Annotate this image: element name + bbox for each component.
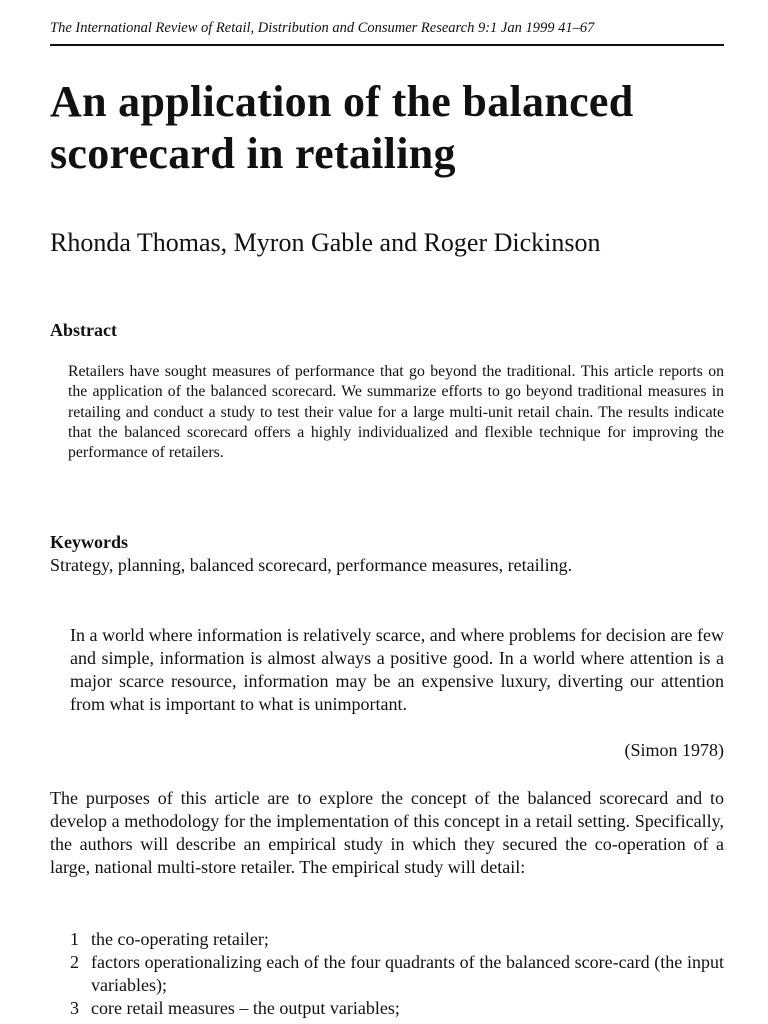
list-item-number: 3 bbox=[70, 998, 79, 1018]
abstract-text: Retailers have sought measures of performance that go beyond the traditional. This article reports on the application of the balanced scorecard. We summarize efforts to go beyond traditional measures in retailing and conduct a study to test their value for a large multi-unit retail chain. The results indicate that the balanced scorecard offers a highly individualized and flexible technique for improving the performance of retailers. bbox=[68, 363, 724, 462]
list-item-number: 2 bbox=[70, 952, 79, 972]
intro-paragraph: The purposes of this article are to explore the concept of the balanced scorecard and to develop a methodology for the implementation of this concept in a retail setting. Specifically, the authors will describe an empirical study in which they secured the co-operation of a large, national multi-store retailer. The empirical study will detail: bbox=[50, 788, 724, 877]
keywords-text: Strategy, planning, balanced scorecard, performance measures, retailing. bbox=[50, 555, 573, 575]
header-rule bbox=[50, 44, 724, 46]
article-title: An application of the balanced scorecard in retailing bbox=[50, 77, 634, 178]
list-item-text: the co-operating retailer; bbox=[91, 929, 269, 949]
running-header: The International Review of Retail, Distribution and Consumer Research 9:1 Jan 1999 41–67 bbox=[50, 20, 595, 36]
keywords-heading: Keywords bbox=[50, 532, 128, 552]
list-item-text: factors operationalizing each of the four quadrants of the balanced score-card (the input variables); bbox=[91, 952, 724, 995]
article-page bbox=[50, 0, 724, 1024]
author-list: Rhonda Thomas, Myron Gable and Roger Dickinson bbox=[50, 228, 601, 257]
list-item-text: core retail measures – the output variables; bbox=[91, 998, 400, 1018]
list-item bbox=[50, 997, 724, 1020]
list-item bbox=[50, 928, 724, 951]
list-item bbox=[50, 951, 724, 997]
epigraph-citation: (Simon 1978) bbox=[624, 740, 724, 760]
list-item-number: 1 bbox=[70, 929, 79, 949]
study-detail-list bbox=[50, 928, 724, 1020]
epigraph-quote: In a world where information is relatively scarce, and where problems for decision are few and simple, information is almost always a positive good. In a world where attention is a major scarce resource, information may be an expensive luxury, diverting our attention from what is important to what is unimportant. bbox=[70, 625, 724, 714]
abstract-heading: Abstract bbox=[50, 320, 117, 340]
